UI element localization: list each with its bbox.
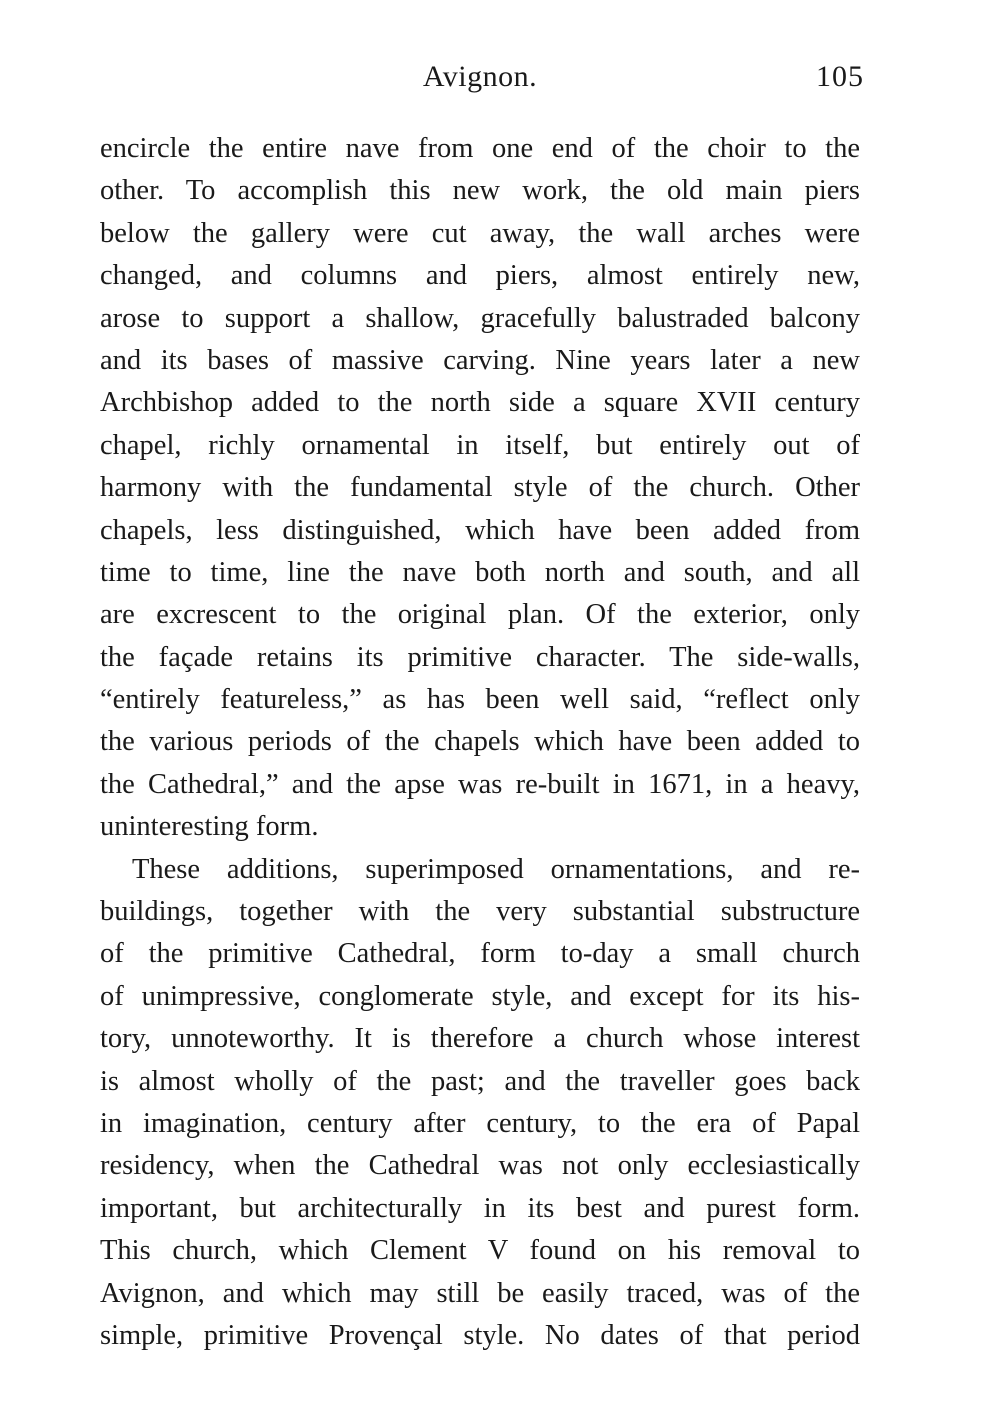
text-line: tory, unnoteworthy. It is therefore a church whose interest (100, 1023, 860, 1055)
text-line: and its bases of massive carving. Nine years later a new (100, 344, 860, 376)
text-line: buildings, together with the very substantial substructure (100, 896, 860, 928)
text-line: of unimpressive, conglomerate style, and except for its his- (100, 980, 860, 1012)
text-line: of the primitive Cathedral, form to-day a small church (100, 938, 860, 970)
text-line: chapels, less distinguished, which have been added from (100, 514, 860, 546)
text-line: the façade retains its primitive character. The side-walls, (100, 641, 860, 673)
text-line: These additions, superimposed ornamentations, and re- (132, 853, 860, 885)
text-line: in imagination, century after century, to the era of Papal (100, 1107, 860, 1139)
text-line: chapel, richly ornamental in itself, but entirely out of (100, 429, 860, 461)
text-line: the Cathedral,” and the apse was re-built in 1671, in a heavy, (100, 768, 860, 800)
text-line: uninteresting form. (100, 811, 319, 843)
text-line: residency, when the Cathedral was not only ecclesiastically (100, 1150, 860, 1182)
paragraph-1 (100, 128, 860, 849)
text-line: important, but architecturally in its best and purest form. (100, 1192, 860, 1224)
text-line: Avignon, and which may still be easily traced, was of the (100, 1277, 860, 1309)
text-line: encircle the entire nave from one end of the choir to the (100, 133, 860, 164)
text-line: is almost wholly of the past; and the traveller goes back (100, 1065, 860, 1097)
running-title: Avignon. (422, 60, 538, 93)
text-line: changed, and columns and piers, almost entirely new, (100, 260, 860, 292)
text-line: simple, primitive Provençal style. No dates of that period (100, 1319, 860, 1351)
running-head (100, 52, 864, 102)
text-line: below the gallery were cut away, the wall arches were (100, 217, 860, 249)
text-line: are excrescent to the original plan. Of the exterior, only (100, 599, 860, 631)
paragraph-2 (100, 849, 860, 1358)
page-number: 105 (816, 60, 864, 93)
text-line: This church, which Clement V found on his removal to (100, 1235, 860, 1267)
text-line: arose to support a shallow, gracefully balustraded balcony (100, 302, 860, 334)
text-line: time to time, line the nave both north and south, and all (100, 556, 860, 588)
body-text (100, 128, 860, 1357)
text-line: Archbishop added to the north side a square XVII century (100, 387, 860, 419)
text-line: the various periods of the chapels which have been added to (100, 726, 860, 758)
text-line: harmony with the fundamental style of the church. Other (100, 472, 860, 504)
text-line: other. To accomplish this new work, the old main piers (100, 175, 860, 207)
text-line: “entirely featureless,” as has been well said, “reflect only (100, 684, 860, 716)
